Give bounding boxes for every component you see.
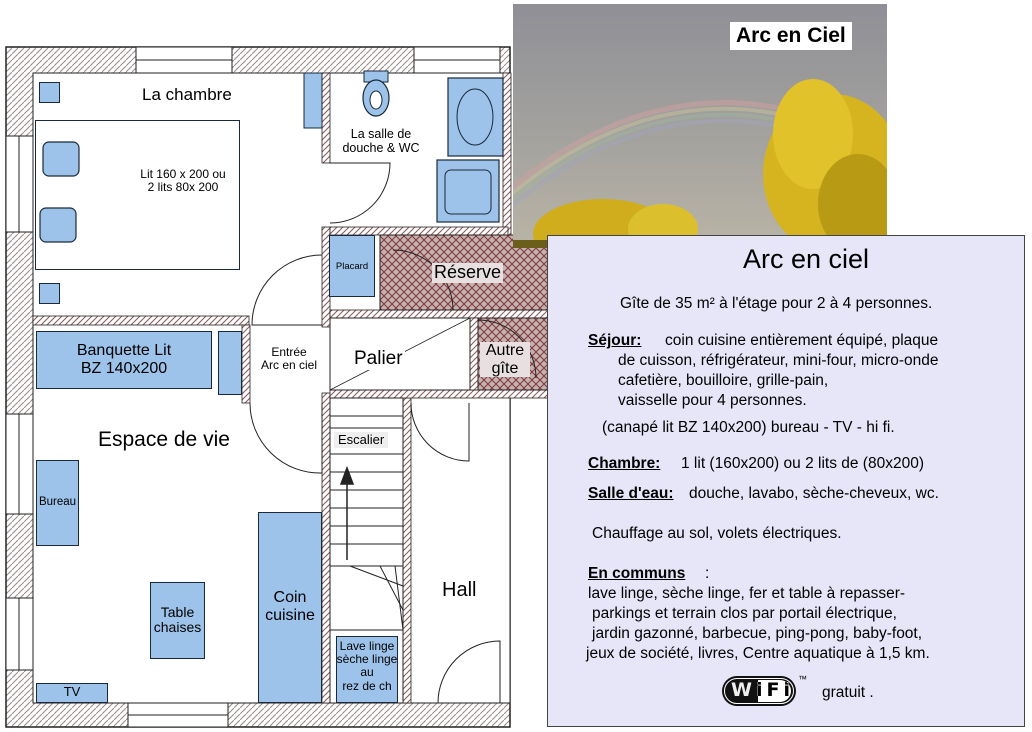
communs-colon: : xyxy=(705,565,710,582)
label-lit-line2: 2 lits 80x 200 xyxy=(147,180,219,195)
label-autre-gite-line2: gîte xyxy=(491,359,519,377)
label-banquette xyxy=(36,342,212,377)
label-lit-line1: Lit 160 x 200 ou xyxy=(140,167,226,181)
label-table xyxy=(150,605,205,636)
chauffage-line: Chauffage au sol, volets électriques. xyxy=(592,525,842,542)
label-table-line2: chaises xyxy=(153,619,202,636)
label-salle-douche-line1: La salle de xyxy=(350,127,412,141)
nightstand xyxy=(39,283,60,304)
label-la-chambre: La chambre xyxy=(142,85,232,104)
sejour-label: Séjour: xyxy=(588,332,642,349)
salle-eau-text: douche, lavabo, sèche-cheveux, wc. xyxy=(689,485,939,502)
label-entree-line1: Entrée xyxy=(271,345,307,359)
label-entree xyxy=(252,346,326,372)
label-coin-cuisine-line1: Coin xyxy=(273,589,307,606)
label-palier: Palier xyxy=(354,348,403,369)
label-lave-linge xyxy=(334,640,400,693)
label-coin-cuisine-line2: cuisine xyxy=(265,606,315,624)
nightstand xyxy=(39,82,60,103)
label-salle-douche-line2: douche & WC xyxy=(342,140,420,155)
label-coin-cuisine xyxy=(258,589,322,624)
wifi-icon xyxy=(722,676,810,708)
communs-label: En communs xyxy=(588,565,686,582)
communs-line-4: jeux de société, livres, Centre aquatique à 1,5 km. xyxy=(586,645,930,662)
chambre-text: 1 lit (160x200) ou 2 lits de (80x200) xyxy=(681,455,924,472)
label-table-line1: Table xyxy=(160,604,195,620)
label-lave-linge-line1: Lave linge xyxy=(339,639,395,653)
photo-label: Arc en Ciel xyxy=(730,22,852,50)
bed xyxy=(35,120,240,270)
label-tv: TV xyxy=(63,684,81,699)
salle-eau-label: Salle d'eau: xyxy=(588,485,674,502)
canape-line: (canapé lit BZ 140x200) bureau - TV - hi fi. xyxy=(602,419,895,436)
sejour-line-4: vaisselle pour 4 personnes. xyxy=(618,392,807,409)
label-lave-linge-line3: au xyxy=(360,665,374,680)
label-autre-gite xyxy=(480,342,530,377)
label-escalier: Escalier xyxy=(334,432,388,448)
label-autre-gite-line1: Autre xyxy=(485,342,525,359)
chambre-label: Chambre: xyxy=(588,455,661,472)
communs-line-3: jardin gazonné, barbecue, ping-pong, baby-foot, xyxy=(592,625,923,642)
label-entree-line2: Arc en ciel xyxy=(260,358,318,373)
sejour-line-2: de cuisson, réfrigérateur, mini-four, micro-onde xyxy=(618,352,939,369)
info-title: Arc en ciel xyxy=(743,244,870,274)
label-hall: Hall xyxy=(442,579,477,601)
label-banquette-line2: BZ 140x200 xyxy=(80,359,168,377)
side-table xyxy=(218,331,242,395)
label-bureau: Bureau xyxy=(38,496,77,508)
wifi-logo-text: WiFi xyxy=(731,679,794,701)
label-lave-linge-line4: rez de ch xyxy=(342,678,392,693)
communs-line-2: parkings et terrain clos par portail électrique, xyxy=(592,605,897,622)
communs-line-1: lave linge, sèche linge, fer et table à repasser- xyxy=(588,585,906,602)
label-reserve: Réserve xyxy=(434,262,502,282)
label-espace-de-vie: Espace de vie xyxy=(98,428,230,451)
label-banquette-line1: Banquette Lit xyxy=(76,342,172,359)
label-lave-linge-line2: sèche linge xyxy=(336,652,398,667)
sejour-line-3: cafetière, bouilloire, grille-pain, xyxy=(618,372,829,389)
gratuit-text: gratuit . xyxy=(822,684,874,701)
label-salle-douche xyxy=(336,128,426,156)
info-intro: Gîte de 35 m² à l'étage pour 2 à 4 personnes. xyxy=(620,295,933,312)
wifi-tm: ™ xyxy=(798,674,807,684)
sejour-line-1: coin cuisine entièrement équipé, plaque xyxy=(665,332,939,349)
info-panel xyxy=(547,235,1025,727)
label-placard: Placard xyxy=(335,261,369,272)
label-lit xyxy=(128,168,238,194)
